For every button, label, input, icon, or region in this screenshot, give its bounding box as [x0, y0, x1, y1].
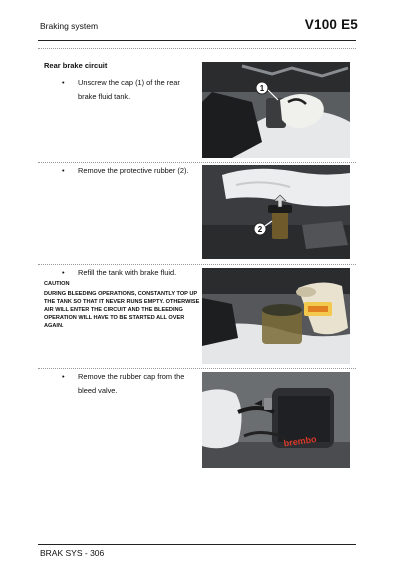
step-text: Remove the rubber cap from the bleed valve.	[78, 372, 185, 395]
callout-2-label: 2	[257, 225, 263, 234]
bullet: •	[62, 78, 65, 87]
callout-1-label: 1	[259, 84, 265, 93]
bullet: •	[62, 166, 65, 175]
caution-box	[44, 280, 200, 330]
photo-bleed-valve	[202, 372, 350, 468]
photo-rear-tank-cap	[202, 62, 350, 158]
caution-text: DURING BLEEDING OPERATIONS, CONSTANTLY TOP UP THE TANK SO THAT IT NEVER RUNS EMPTY. OTHERWISE AIR WILL ENTER THE CIRCUIT AND THE BLEEDING OPERATION WILL HAVE TO BE STARTED ALL OVER AGAIN.	[44, 291, 200, 329]
bullet: •	[62, 268, 65, 277]
section-divider	[38, 162, 356, 163]
photo-protective-rubber	[202, 165, 350, 259]
section-divider	[38, 368, 356, 369]
section-divider	[38, 264, 356, 265]
section-divider	[38, 48, 356, 49]
bullet: •	[62, 372, 65, 381]
footer-rule	[38, 544, 356, 545]
page-header-model: V100 E5	[304, 17, 358, 32]
step-4	[62, 370, 200, 398]
step-3	[62, 266, 200, 280]
step-1	[62, 76, 200, 104]
header-rule	[38, 40, 356, 41]
caliper-brand-logo: brembo	[283, 433, 318, 449]
page-number: BRAK SYS - 306	[40, 548, 105, 558]
step-text: Unscrew the cap (1) of the rear brake fluid tank.	[78, 78, 180, 101]
page-header-section: Braking system	[40, 21, 99, 31]
photo-refill-tank	[202, 268, 350, 364]
step-2	[62, 164, 200, 178]
section-title: Rear brake circuit	[44, 61, 108, 70]
caution-title: CAUTION	[44, 281, 70, 287]
step-text: Refill the tank with brake fluid.	[78, 268, 177, 277]
step-text: Remove the protective rubber (2).	[78, 166, 189, 175]
